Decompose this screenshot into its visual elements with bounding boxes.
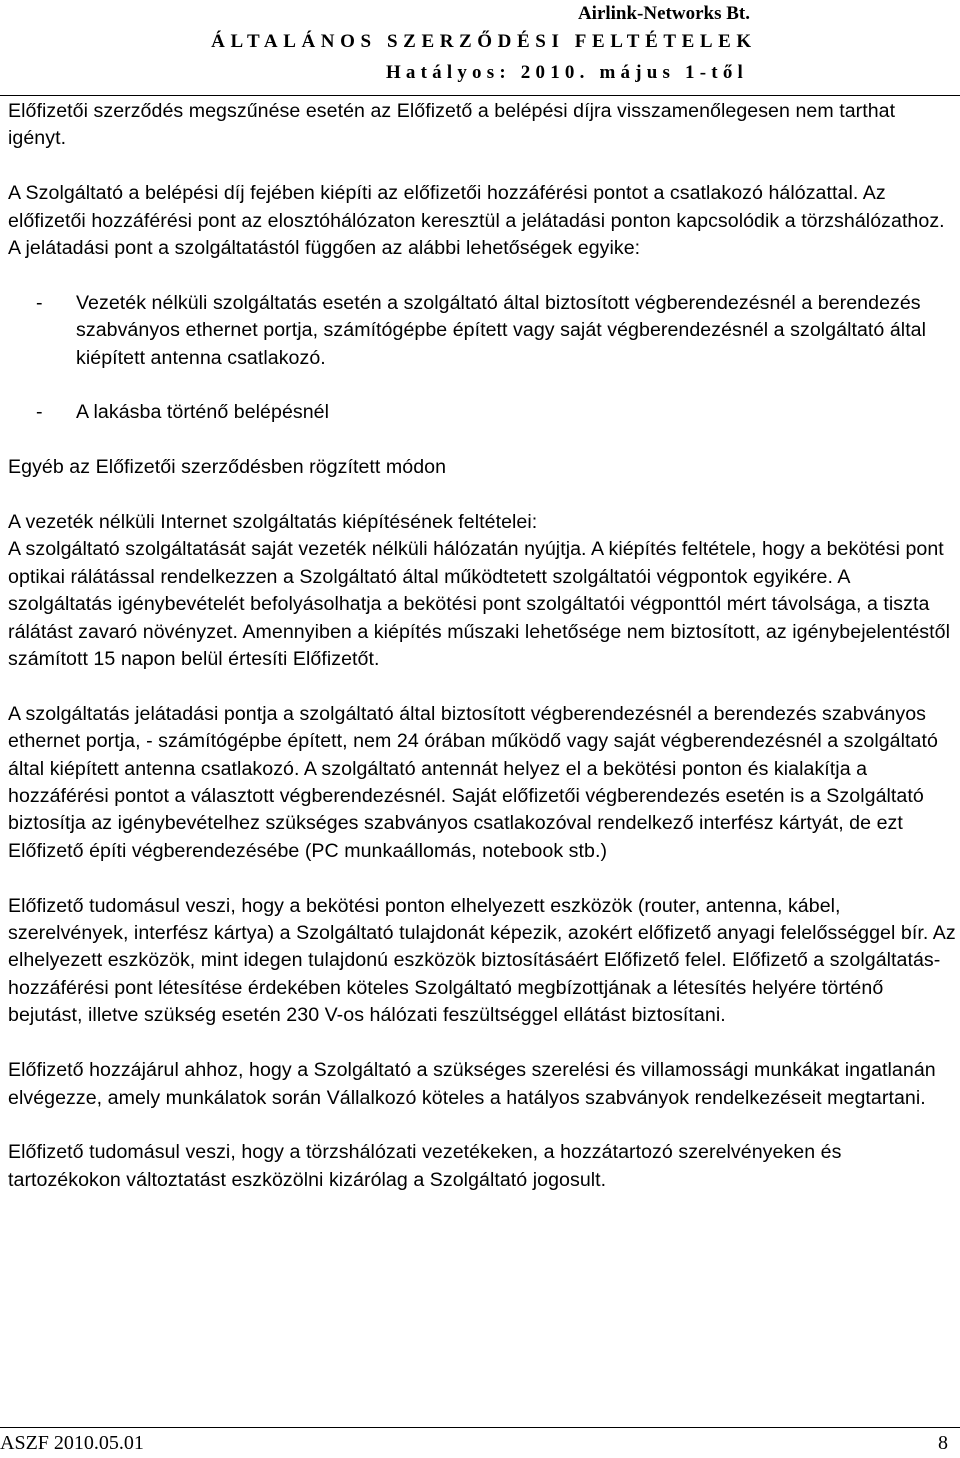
list-item-text: Vezeték nélküli szolgáltatás esetén a szolgáltató által biztosított végberendezésnél a berendezés szabványos ethernet portja, számítógépbe épített vagy saját végberendezésnél a szolgáltató által kiépített antenna csatlakozó. xyxy=(76,291,927,369)
list-item-text: A lakásba történő belépésnél xyxy=(76,401,330,424)
paragraph-other-method: Egyéb az Előfizetői szerződésben rögzített módon xyxy=(8,456,447,479)
page-number: 8 xyxy=(938,1432,948,1454)
paragraph-access-point: A Szolgáltató a belépési díj fejében kiépíti az előfizetői hozzáférési pontot a csatlakozó hálózattal. Az előfizetői hozzáférési pont az elosztóhálózaton keresztül a jelátadási ponton kapcsolódik a törzshálózathoz. A jelátadási pont a szolgáltatástól függően az alábbi lehetőségek egyike: xyxy=(8,182,945,260)
paragraph-signal-point: A szolgáltatás jelátadási pontja a szolgáltató által biztosított végberendezésnél a berendezés szabványos ethernet portja, - számítógépbe épített, nem 24 órában működő vagy saját végberendezésnél a szolgáltató által kiépített antenna csatlakozó. A szolgáltató antennát helyez el a bekötési ponton és kialakítja a hozzáférési pontot a választott végberendezésnél. Saját előfizetői végberendezés esetén is a Szolgáltató biztosítja az igénybevételhez szükséges szabványos csatlakozóval rendelkező interfész kártyát, de ezt Előfizető építi végberendezésébe (PC munkaállomás, notebook stb.) xyxy=(8,702,938,862)
paragraph-network-changes: Előfizető tudomásul veszi, hogy a törzshálózati vezetékeken, a hozzátartozó szerelvényeken és tartozékokon változtatást eszközölni kizárólag a Szolgáltató jogosult. xyxy=(8,1141,842,1191)
company-name: Airlink-Networks Bt. xyxy=(577,3,750,24)
page-footer xyxy=(0,1424,960,1454)
list-bullet: - xyxy=(36,291,43,314)
document-title: ÁLTALÁNOS SZERZŐDÉSI FELTÉTELEK xyxy=(211,31,757,52)
paragraph-entry-fee: Előfizetői szerződés megszűnése esetén az Előfizető a belépési díjra visszamenőlegesen nem tarthat igényt. xyxy=(8,100,896,150)
paragraph-installation-consent: Előfizető hozzájárul ahhoz, hogy a Szolgáltató a szükséges szerelési és villamossági munkákat ingatlanán elvégezze, amely munkálatok során Vállalkozó köteles a hatályos szabványok rendelkezéseit megtartani. xyxy=(8,1059,936,1109)
footer-document-id: ASZF 2010.05.01 xyxy=(0,1432,144,1454)
paragraph-wireless-conditions xyxy=(8,509,958,673)
effective-date: Hatályos: 2010. május 1-től xyxy=(385,62,748,83)
list-bullet: - xyxy=(36,401,43,424)
wireless-conditions-heading: A vezeték nélküli Internet szolgáltatás kiépítésének feltételei: xyxy=(8,511,538,534)
list-item xyxy=(8,399,958,426)
document-body xyxy=(8,98,958,1222)
wireless-conditions-text: A szolgáltató szolgáltatását saját vezeték nélküli hálózatán nyújtja. A kiépítés feltétele, hogy a bekötési pont optikai rálátással rendelkezzen a Szolgáltató által működtetett szolgáltatói végpontok egyikére. A szolgáltatás igénybevételét befolyásolhatja a bekötési pont szolgáltatói végponttól mért távolsága, a tiszta rálátást zavaró növényzet. Amennyiben a kiépítés műszaki lehetősége nem biztosított, az igénybejelentéstől számított 15 napon belül értesíti Előfizetőt. xyxy=(8,538,950,671)
header-divider xyxy=(0,95,960,96)
paragraph-equipment-ownership: Előfizető tudomásul veszi, hogy a bekötési ponton elhelyezett eszközök (router, antenna, kábel, szerelvények, interfész kártya) a Szolgáltató tulajdonát képezik, azokért előfizető anyagi felelősséggel bír. Az elhelyezett eszközök, mint idegen tulajdonú eszközök biztosításáért Előfizető felel. Előfizető a szolgáltatás-hozzáférési pont létesítése érdekében köteles Szolgáltató megbízottjának a létesítés helyére történő bejutást, illetve szükség esetén 230 V-os hálózati feszültséggel ellátást biztosítani. xyxy=(8,894,956,1027)
list-item xyxy=(8,290,958,372)
